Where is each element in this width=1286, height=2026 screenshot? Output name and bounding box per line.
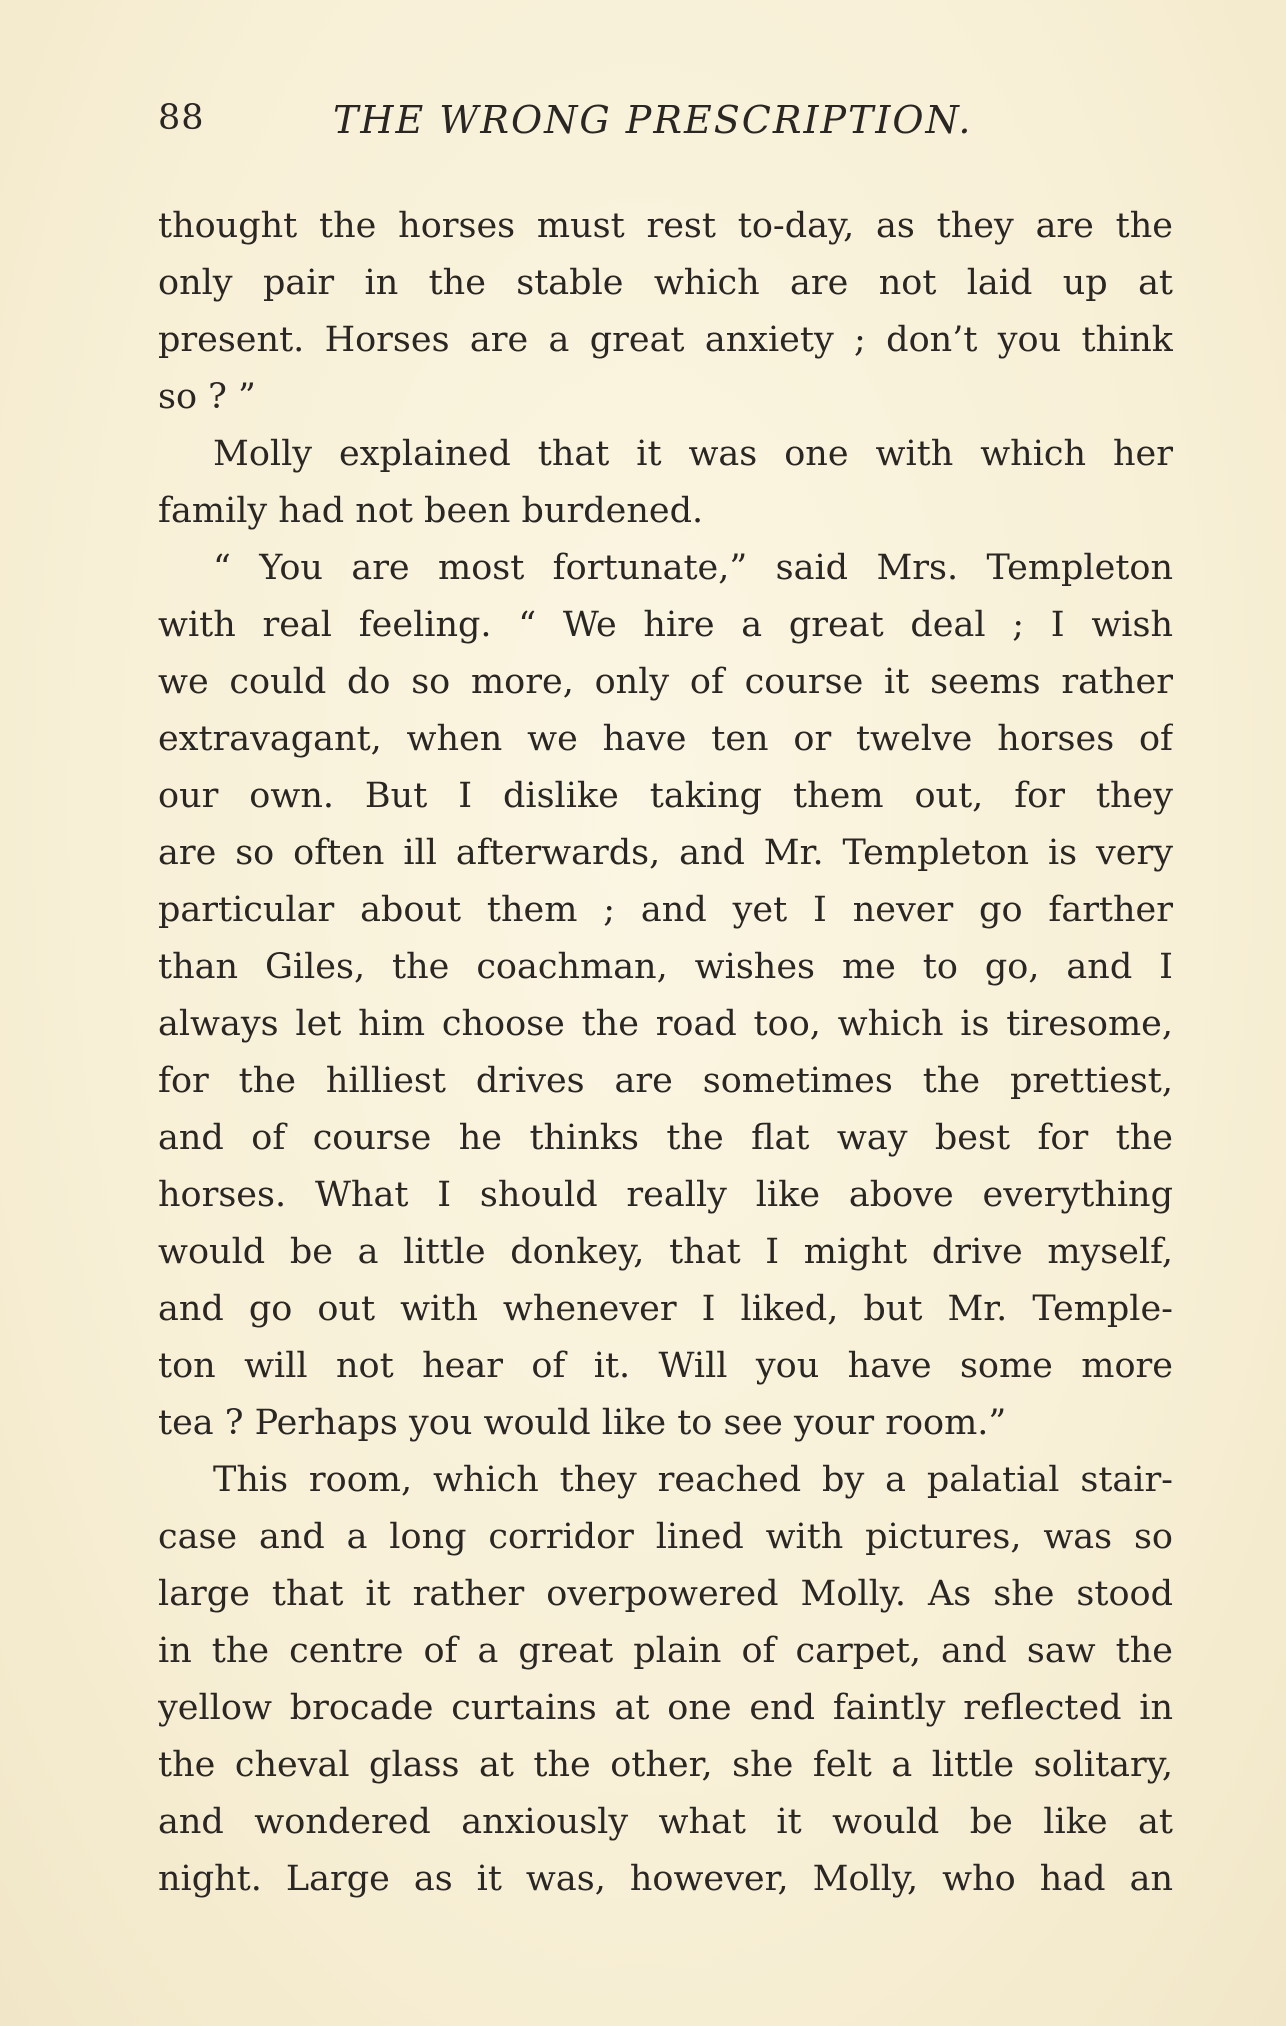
text-line: we could do so more, only of course it seems rather	[158, 662, 1173, 702]
text-line: night. Large as it was, however, Molly, who had an	[158, 1859, 1173, 1899]
text-line: present. Horses are a great anxiety ; don’t you think	[158, 320, 1173, 360]
text-line: would be a little donkey, that I might drive myself,	[158, 1232, 1173, 1272]
text-line: ton will not hear of it. Will you have some more	[158, 1346, 1173, 1386]
text-line: our own. But I dislike taking them out, for they	[158, 776, 1173, 816]
text-line: tea ? Perhaps you would like to see your room.”	[158, 1403, 1007, 1443]
text-line: thought the horses must rest to-day, as they are the	[158, 206, 1173, 246]
text-line: horses. What I should really like above everything	[158, 1175, 1173, 1215]
text-line: are so often ill afterwards, and Mr. Templeton is very	[158, 833, 1173, 873]
text-line: This room, which they reached by a palatial stair-	[213, 1460, 1173, 1500]
text-line: the cheval glass at the other, she felt a little solitary,	[158, 1745, 1173, 1785]
page-number: 88	[158, 98, 205, 138]
text-line: so ? ”	[158, 377, 256, 417]
text-line: Molly explained that it was one with which her	[213, 434, 1173, 474]
text-line: “ You are most fortunate,” said Mrs. Templeton	[213, 548, 1173, 588]
text-line: extravagant, when we have ten or twelve horses of	[158, 719, 1173, 759]
page-header	[158, 98, 1173, 158]
text-line: particular about them ; and yet I never go farther	[158, 890, 1173, 930]
text-line: only pair in the stable which are not laid up at	[158, 263, 1173, 303]
running-head: THE WRONG PRESCRIPTION.	[333, 98, 973, 142]
text-line: for the hilliest drives are sometimes the prettiest,	[158, 1061, 1173, 1101]
text-line: and go out with whenever I liked, but Mr. Temple-	[158, 1289, 1173, 1329]
text-line: and of course he thinks the flat way best for the	[158, 1118, 1173, 1158]
body-text	[158, 198, 1173, 1908]
text-line: than Giles, the coachman, wishes me to go, and I	[158, 947, 1173, 987]
text-line: case and a long corridor lined with pictures, was so	[158, 1517, 1173, 1557]
text-line: with real feeling. “ We hire a great deal ; I wish	[158, 605, 1173, 645]
text-line: family had not been burdened.	[158, 491, 704, 531]
text-line: large that it rather overpowered Molly. As she stood	[158, 1574, 1173, 1614]
text-line: yellow brocade curtains at one end faintly reflected in	[158, 1688, 1173, 1728]
text-line: in the centre of a great plain of carpet, and saw the	[158, 1631, 1173, 1671]
text-line: always let him choose the road too, which is tiresome,	[158, 1004, 1173, 1044]
text-line: and wondered anxiously what it would be like at	[158, 1802, 1173, 1842]
